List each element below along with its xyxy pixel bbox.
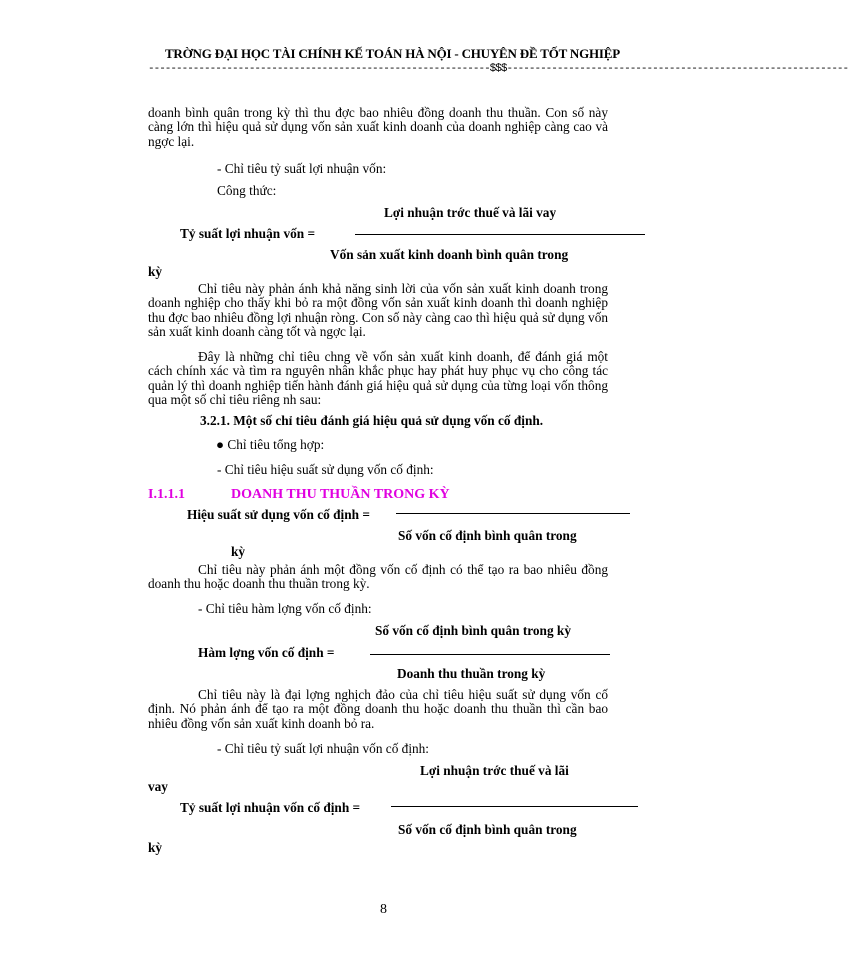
- bullet-hieu-suat: - Chỉ tiêu hiệu suất sử dụng vốn cố định:: [217, 462, 434, 477]
- formula4-fraction-line: [391, 806, 638, 807]
- heading-number: I.1.1.1: [148, 487, 185, 502]
- bullet-ty-suat-von-co-dinh: - Chỉ tiêu tỷ suất lợi nhuận vốn cố định:: [217, 741, 430, 756]
- paragraph-5: Chỉ tiêu này là đại lợng nghịch đảo của chỉ tiêu hiệu suất sử dụng vốn cố định. Nó phản ánh để tạo ra một đồng doanh thu hoặc doanh thu thuần thì cần bao nhiêu đồng vốn sản xuất kinh doanh bỏ ra.: [148, 687, 608, 731]
- bullet-ty-suat-loi-nhuan: - Chỉ tiêu tỷ suất lợi nhuận vốn:: [217, 161, 387, 176]
- paragraph-3: Đây là những chỉ tiêu chng về vốn sản xuất kinh doanh, để đánh giá một cách chính xác và tìm ra nguyên nhân khắc phục hay phát huy phục vụ cho công tác quản lý thì doanh nghiệp tiến hành đánh giá hiệu quả sử dụng của từng loại vốn thông qua một số chỉ tiêu riêng nh sau:: [148, 349, 608, 407]
- section-heading: 3.2.1. Một số chỉ tiêu đánh giá hiệu quả sử dụng vốn cố định.: [200, 413, 544, 428]
- formula1-numerator: Lợi nhuận trớc thuế và lãi vay: [384, 205, 557, 220]
- formula4-denominator-wrap: kỳ: [148, 840, 163, 855]
- formula3-label: Hàm lợng vốn cố định =: [198, 645, 335, 660]
- bullet-tong-hop: [216, 437, 324, 453]
- formula2-fraction-line: [396, 513, 630, 514]
- formula1-fraction-line: [355, 234, 645, 235]
- formula2-label: Hiệu suất sử dụng vốn cố định =: [187, 507, 370, 522]
- formula4-label: Tỷ suất lợi nhuận vốn cố định =: [180, 800, 361, 815]
- page-header: TRỜNG ĐẠI HỌC TÀI CHÍNH KẾ TOÁN HÀ NỘI - CHUYÊN ĐỀ TỐT NGHIỆP: [164, 46, 620, 61]
- formula4-numerator: Lợi nhuận trớc thuế và lãi: [420, 763, 569, 778]
- formula2-denominator: Số vốn cố định bình quân trong: [398, 528, 577, 543]
- bullet-dot-icon: ●: [216, 437, 225, 452]
- formula4-numerator-wrap: vay: [148, 779, 168, 794]
- paragraph-4: Chỉ tiêu này phản ánh một đồng vốn cố định có thể tạo ra bao nhiêu đồng doanh thu hoặc doanh thu thuần trong kỳ.: [148, 562, 608, 592]
- formula1-denominator-wrap: kỳ: [148, 264, 163, 279]
- formula3-fraction-line: [370, 654, 610, 655]
- cong-thuc-label: Công thức:: [217, 183, 277, 198]
- heading-text: DOANH THU THUẦN TRONG KỲ: [231, 487, 450, 502]
- paragraph-2: Chỉ tiêu này phản ánh khả năng sinh lời của vốn sản xuất kinh doanh trong doanh nghiệp cho thấy khi bỏ ra một đồng vốn sản xuất kinh doanh thì doanh nghiệp thu đợc bao nhiêu đồng lợi nhuận ròng. Con số này càng cao thì hiệu quả sử dụng vốn sản xuất kinh doanh càng tốt và ngợc lại.: [148, 281, 608, 339]
- bullet-ham-luong: - Chỉ tiêu hàm lợng vốn cố định:: [198, 601, 372, 616]
- bullet-tong-hop-text: Chỉ tiêu tổng hợp:: [227, 437, 325, 452]
- formula1-denominator: Vốn sản xuất kinh doanh bình quân trong: [330, 247, 569, 262]
- formula4-denominator: Số vốn cố định bình quân trong: [398, 822, 577, 837]
- paragraph-1: doanh bình quân trong kỳ thì thu đợc bao nhiêu đồng doanh thu thuần. Con số này càng lớn thì hiệu quả sử dụng vốn sản xuất kinh doanh của doanh nghiệp càng cao và ngợc lại.: [148, 105, 608, 149]
- header-separator: -------------------------------------------------------------$$$-------------------------------------------------------------: [148, 63, 848, 75]
- formula3-denominator: Doanh thu thuần trong kỳ: [397, 666, 546, 681]
- formula2-denominator-wrap: kỳ: [231, 544, 246, 559]
- page-number: 8: [380, 902, 387, 917]
- formula3-numerator: Số vốn cố định bình quân trong kỳ: [375, 623, 571, 638]
- formula1-label: Tỷ suất lợi nhuận vốn =: [180, 226, 316, 241]
